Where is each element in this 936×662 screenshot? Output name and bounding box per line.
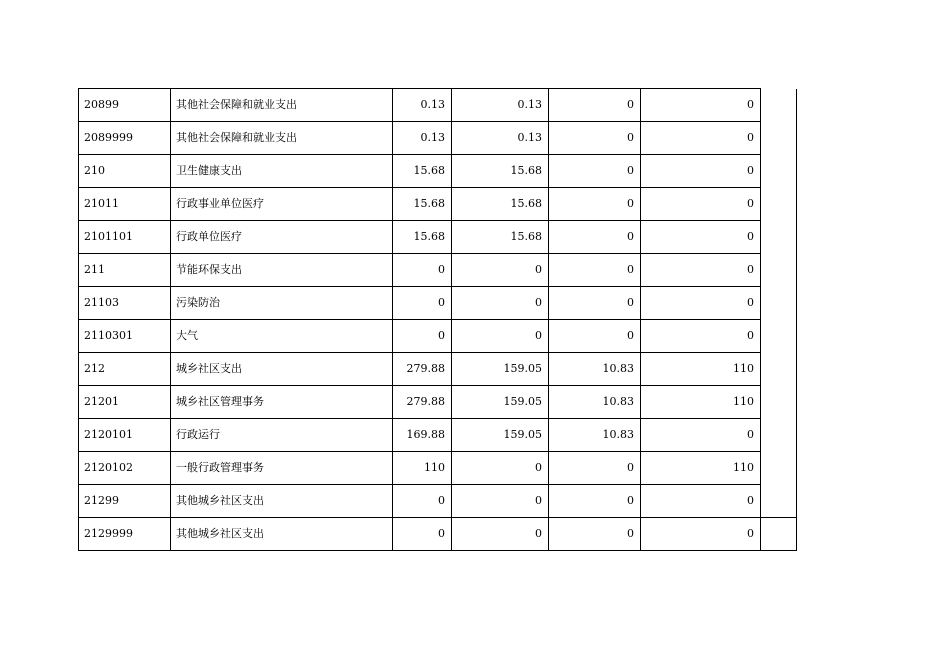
cell-col-4: 0 (641, 188, 761, 221)
cell-col-3: 0 (549, 155, 641, 188)
cell-col-3: 0 (549, 287, 641, 320)
cell-subject-code: 2101101 (79, 221, 171, 254)
cell-empty (761, 386, 797, 419)
cell-subject-name: 其他社会保障和就业支出 (171, 122, 393, 155)
cell-subject-name: 行政运行 (171, 419, 393, 452)
cell-empty (761, 89, 797, 122)
cell-col-3: 10.83 (549, 386, 641, 419)
cell-subject-code: 210 (79, 155, 171, 188)
cell-subject-name: 节能环保支出 (171, 254, 393, 287)
cell-col-2: 15.68 (452, 188, 549, 221)
table-row (79, 254, 797, 287)
cell-empty (761, 485, 797, 518)
cell-col-2: 0 (452, 287, 549, 320)
cell-subject-name: 行政事业单位医疗 (171, 188, 393, 221)
cell-col-4: 0 (641, 518, 761, 551)
cell-col-4: 110 (641, 452, 761, 485)
cell-col-3: 0 (549, 89, 641, 122)
cell-subject-name: 其他城乡社区支出 (171, 518, 393, 551)
table-row (79, 485, 797, 518)
table-row (79, 122, 797, 155)
expenditure-table (78, 88, 797, 551)
cell-total: 279.88 (393, 386, 452, 419)
cell-col-2: 0 (452, 254, 549, 287)
table-row (79, 155, 797, 188)
cell-total: 279.88 (393, 353, 452, 386)
cell-total: 15.68 (393, 155, 452, 188)
cell-subject-name: 其他社会保障和就业支出 (171, 89, 393, 122)
cell-col-3: 0 (549, 254, 641, 287)
cell-empty (761, 221, 797, 254)
cell-subject-code: 21011 (79, 188, 171, 221)
table-row (79, 353, 797, 386)
cell-empty (761, 155, 797, 188)
cell-col-4: 110 (641, 386, 761, 419)
cell-total: 0.13 (393, 89, 452, 122)
cell-col-3: 0 (549, 188, 641, 221)
cell-col-3: 10.83 (549, 419, 641, 452)
cell-col-2: 15.68 (452, 221, 549, 254)
cell-col-4: 110 (641, 353, 761, 386)
cell-subject-code: 21201 (79, 386, 171, 419)
cell-col-2: 159.05 (452, 419, 549, 452)
cell-col-4: 0 (641, 254, 761, 287)
cell-subject-name: 污染防治 (171, 287, 393, 320)
table-row (79, 89, 797, 122)
table-row (79, 221, 797, 254)
cell-col-2: 0 (452, 485, 549, 518)
cell-total: 0 (393, 485, 452, 518)
cell-subject-name: 其他城乡社区支出 (171, 485, 393, 518)
cell-subject-name: 城乡社区管理事务 (171, 386, 393, 419)
cell-subject-name: 城乡社区支出 (171, 353, 393, 386)
cell-subject-code: 2120101 (79, 419, 171, 452)
cell-total: 0 (393, 254, 452, 287)
cell-empty (761, 254, 797, 287)
cell-total: 15.68 (393, 188, 452, 221)
cell-col-4: 0 (641, 287, 761, 320)
cell-total: 169.88 (393, 419, 452, 452)
cell-col-4: 0 (641, 485, 761, 518)
cell-col-4: 0 (641, 155, 761, 188)
cell-subject-code: 2129999 (79, 518, 171, 551)
cell-col-2: 0.13 (452, 89, 549, 122)
cell-col-3: 10.83 (549, 353, 641, 386)
cell-subject-code: 2089999 (79, 122, 171, 155)
cell-col-3: 0 (549, 221, 641, 254)
cell-col-3: 0 (549, 452, 641, 485)
table-body (79, 89, 797, 551)
cell-col-3: 0 (549, 122, 641, 155)
cell-subject-name: 行政单位医疗 (171, 221, 393, 254)
cell-total: 0.13 (393, 122, 452, 155)
cell-total: 110 (393, 452, 452, 485)
table-row (79, 518, 797, 551)
cell-empty (761, 353, 797, 386)
table-row (79, 320, 797, 353)
cell-total: 0 (393, 518, 452, 551)
cell-empty (761, 122, 797, 155)
cell-empty (761, 419, 797, 452)
table-row (79, 386, 797, 419)
cell-subject-name: 一般行政管理事务 (171, 452, 393, 485)
table-row (79, 287, 797, 320)
cell-empty (761, 320, 797, 353)
cell-empty (761, 518, 797, 551)
table-row (79, 452, 797, 485)
cell-subject-code: 211 (79, 254, 171, 287)
cell-subject-code: 2110301 (79, 320, 171, 353)
cell-col-2: 15.68 (452, 155, 549, 188)
cell-col-4: 0 (641, 419, 761, 452)
cell-subject-code: 20899 (79, 89, 171, 122)
cell-total: 0 (393, 287, 452, 320)
cell-subject-code: 21299 (79, 485, 171, 518)
cell-subject-name: 卫生健康支出 (171, 155, 393, 188)
cell-col-4: 0 (641, 221, 761, 254)
cell-col-2: 0 (452, 320, 549, 353)
cell-subject-code: 2120102 (79, 452, 171, 485)
cell-col-2: 0.13 (452, 122, 549, 155)
cell-empty (761, 452, 797, 485)
cell-col-3: 0 (549, 320, 641, 353)
cell-col-2: 159.05 (452, 386, 549, 419)
cell-subject-code: 212 (79, 353, 171, 386)
cell-empty (761, 188, 797, 221)
cell-col-4: 0 (641, 89, 761, 122)
cell-col-4: 0 (641, 320, 761, 353)
cell-col-3: 0 (549, 485, 641, 518)
table-row (79, 188, 797, 221)
cell-col-2: 159.05 (452, 353, 549, 386)
cell-col-4: 0 (641, 122, 761, 155)
cell-col-2: 0 (452, 452, 549, 485)
cell-empty (761, 287, 797, 320)
cell-col-2: 0 (452, 518, 549, 551)
table-row (79, 419, 797, 452)
cell-subject-name: 大气 (171, 320, 393, 353)
cell-col-3: 0 (549, 518, 641, 551)
cell-total: 0 (393, 320, 452, 353)
cell-total: 15.68 (393, 221, 452, 254)
cell-subject-code: 21103 (79, 287, 171, 320)
